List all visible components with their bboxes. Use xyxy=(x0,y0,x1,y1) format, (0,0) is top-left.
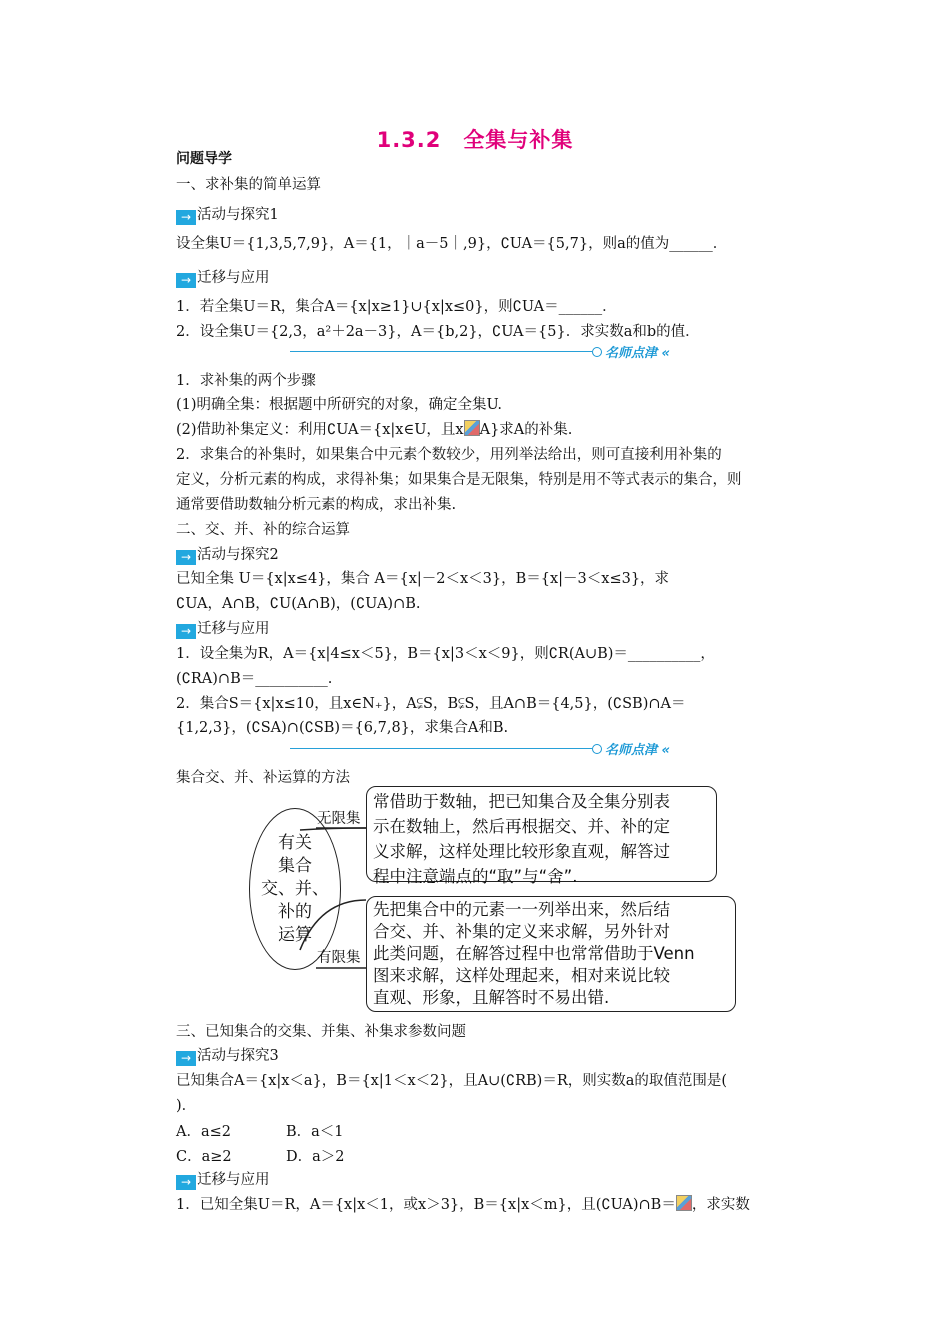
option-b: B．a＜1 xyxy=(286,1124,344,1140)
arrow-icon: → xyxy=(176,1175,196,1190)
section-header: 问题导学 xyxy=(176,151,232,167)
option-a: A．a≤2 xyxy=(176,1124,231,1140)
transfer-label-1: → 迁移与应用 xyxy=(176,268,270,288)
tip-1-line-5: 定义，分析元素的构成，求得补集；如果集合是无限集，特别是用不等式表示的集合，则 xyxy=(176,472,742,488)
tip-badge: 名师点津 « xyxy=(592,342,670,361)
transfer-3-item-1: 1．已知全集U＝R，A＝{x|x＜1，或x＞3}，B＝{x|x＜m}，且(∁UA)∩B＝ ，求实数 xyxy=(176,1197,750,1213)
page-title: 1.3.2 全集与补集 xyxy=(376,128,574,152)
section-1-heading: 一、求补集的简单运算 xyxy=(176,177,321,193)
arrow-icon: → xyxy=(176,1051,196,1066)
option-d: D．a＞2 xyxy=(286,1149,345,1165)
arrow-icon: → xyxy=(176,624,196,639)
tip-1-line-4: 2．求集合的补集时，如果集合中元素个数较少，用列举法给出，则可直接利用补集的 xyxy=(176,447,722,463)
tip-1-line-6: 通常要借助数轴分析元素的构成，求出补集. xyxy=(176,497,457,513)
transfer-2-item-1: 1．设全集为R，A＝{x|4≤x＜5}，B＝{x|3＜x＜9}，则∁R(A∪B)＝__________， xyxy=(176,646,715,662)
tip-1-line-3: (2)借助补集定义：利用∁UA＝{x|x∈U，且x A}求A的补集. xyxy=(176,422,573,438)
method-heading: 集合交、并、补运算的方法 xyxy=(176,770,350,786)
transfer-label-2: → 迁移与应用 xyxy=(176,619,270,639)
arrow-icon: → xyxy=(176,550,196,565)
section-3-heading: 三、已知集合的交集、并集、补集求参数问题 xyxy=(176,1024,466,1040)
diagram-center-text: 有关 集合 交、并、 补的 运算 xyxy=(261,833,329,945)
activity-2-label: → 活动与探究2 xyxy=(176,545,279,565)
activity-3-text-2: )． xyxy=(176,1098,197,1114)
section-2-heading: 二、交、并、补的综合运算 xyxy=(176,522,350,538)
activity-3-label: → 活动与探究3 xyxy=(176,1046,279,1066)
branch-label-finite: 有限集 xyxy=(317,950,361,966)
tip-1-line-2: (1)明确全集：根据题中所研究的对象，确定全集U. xyxy=(176,397,503,413)
branch-label-infinite: 无限集 xyxy=(317,811,361,827)
transfer-2-item-2: (∁RA)∩B＝__________. xyxy=(176,671,333,687)
transfer-1-item-1: 1．若全集U＝R，集合A＝{x|x≥1}∪{x|x≤0}，则∁UA＝______． xyxy=(176,299,617,315)
tip-badge: 名师点津 « xyxy=(592,739,670,758)
activity-2-text-2: ∁UA，A∩B，∁U(A∩B)，(∁UA)∩B. xyxy=(176,596,421,612)
transfer-label-3: → 迁移与应用 xyxy=(176,1170,270,1190)
option-c: C．a≥2 xyxy=(176,1149,232,1165)
tip-1-line-1: 1．求补集的两个步骤 xyxy=(176,373,316,389)
activity-1-text: 设全集U＝{1,3,5,7,9}，A＝{1，｜a－5｜,9}，∁UA＝{5,7}，则a的值为______． xyxy=(176,236,728,252)
activity-3-text-1: 已知集合A＝{x|x＜a}，B＝{x|1＜x＜2}，且A∪(∁RB)＝R，则实数a的取值范围是( xyxy=(176,1073,728,1089)
arrow-icon: → xyxy=(176,210,196,225)
transfer-1-item-2: 2．设全集U＝{2,3，a²＋2a－3}，A＝{b,2}，∁UA＝{5}．求实数a和b的值． xyxy=(176,324,700,340)
transfer-2-item-4: {1,2,3}，(∁SA)∩(∁SB)＝{6,7,8}，求集合A和B. xyxy=(176,720,509,736)
transfer-2-item-3: 2．集合S＝{x|x≤10，且x∈N₊}，A⫋S，B⫋S，且A∩B＝{4,5}，(∁SB)∩A＝ xyxy=(176,696,686,712)
activity-2-text-1: 已知全集 U＝{x|x≤4}，集合 A＝{x|－2＜x＜3}，B＝{x|－3＜x≤3}，求 xyxy=(176,571,670,587)
empty-set-image xyxy=(676,1195,692,1211)
arrow-icon: → xyxy=(176,273,196,288)
diagram-box-infinite: 常借助于数轴，把已知集合及全集分别表 示在数轴上，然后再根据交、并、补的定 义求解，这样处理比较形象直观，解答过 程中注意端点的“取”与“舍”. xyxy=(366,786,717,882)
activity-1-label: → 活动与探究1 xyxy=(176,205,279,225)
diagram-box-finite: 先把集合中的元素一一列举出来，然后结 合交、并、补集的定义来求解，另外针对 此类问题，在解答过程中也常常借助于Venn 图来求解，这样处理起来，相对来说比较 直观、形象，且解答时不易出错. xyxy=(366,896,736,1012)
